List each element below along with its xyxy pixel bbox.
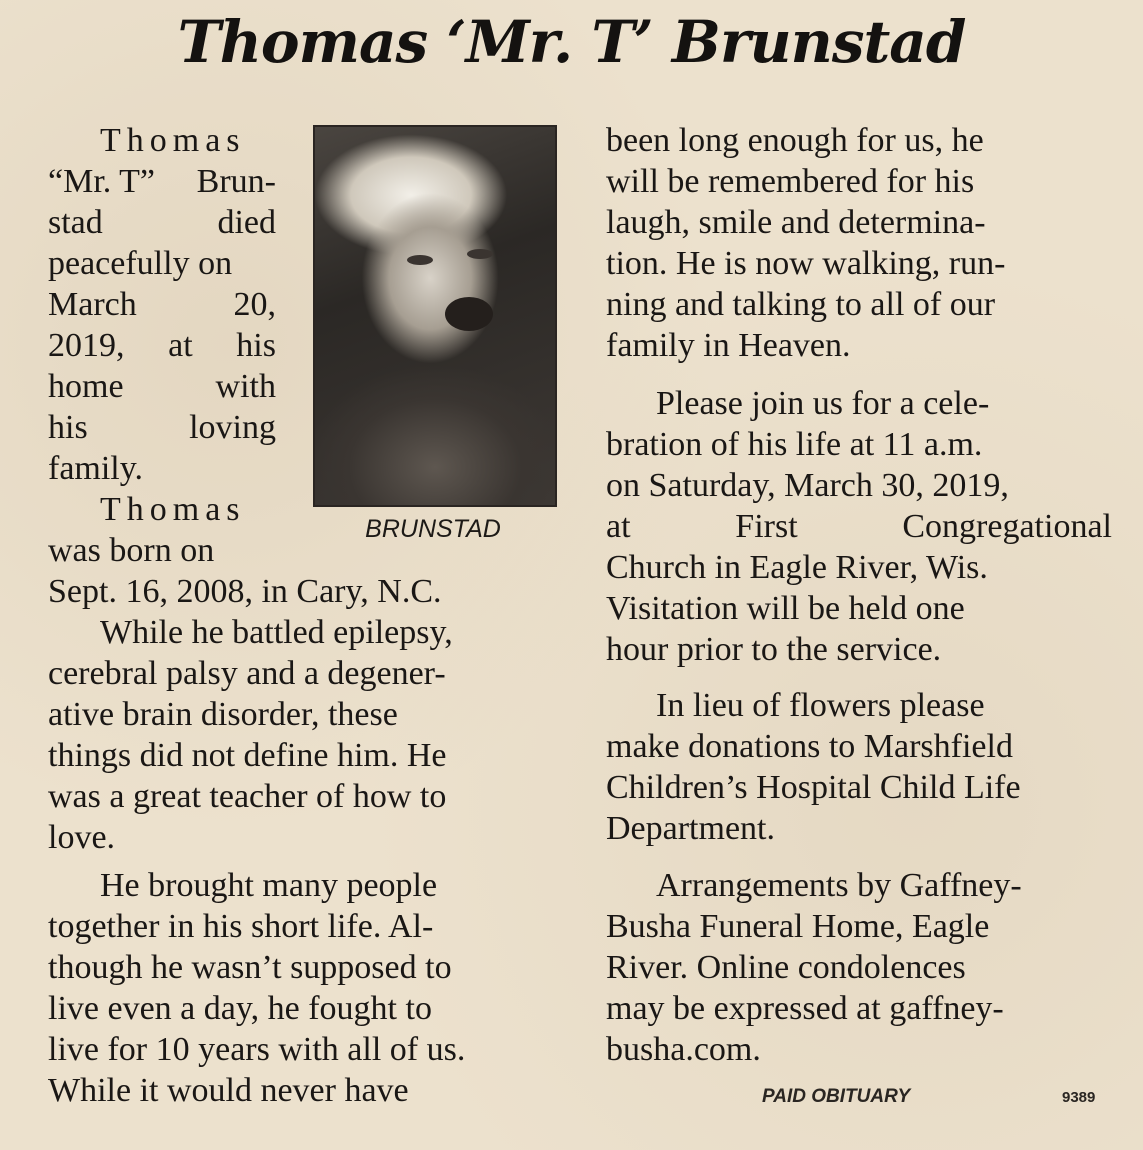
paid-obituary-label: PAID OBITUARY xyxy=(762,1086,911,1107)
text-line: River. Online condolences xyxy=(606,949,966,986)
text-line: family. xyxy=(48,450,144,487)
text-line: laugh, smile and determina- xyxy=(606,204,986,241)
text-line: tion. He is now walking, run- xyxy=(606,245,1006,282)
text-line: Thomas xyxy=(100,491,246,528)
text-line: together in his short life. Al- xyxy=(48,908,434,945)
text-line: While it would never have xyxy=(48,1072,409,1109)
text-line: While he battled epilepsy, xyxy=(100,614,453,651)
text-line: Thomas xyxy=(100,122,246,159)
photo-mouth xyxy=(445,297,493,331)
text-line: on Saturday, March 30, 2019, xyxy=(606,467,1009,504)
text-line: family in Heaven. xyxy=(606,327,851,364)
text-line: Arrangements by Gaffney- xyxy=(656,867,1022,904)
text-line: his loving xyxy=(48,409,276,446)
text-line: may be expressed at gaffney- xyxy=(606,990,1004,1027)
text-line: at First Congregational xyxy=(606,508,1112,545)
text-line: was born on xyxy=(48,532,215,569)
text-line: home with xyxy=(48,368,276,405)
text-line: 2019, at his xyxy=(48,327,276,364)
obituary-headline: Thomas ‘Mr. T’ Brunstad xyxy=(177,8,966,76)
text-line: love. xyxy=(48,819,116,856)
text-line: cerebral palsy and a degener- xyxy=(48,655,446,692)
ad-code: 9389 xyxy=(1062,1089,1096,1106)
text-line: “Mr. T” Brun- xyxy=(48,163,276,200)
text-line: Church in Eagle River, Wis. xyxy=(606,549,988,586)
text-line: stad died xyxy=(48,204,276,241)
text-line: bration of his life at 11 a.m. xyxy=(606,426,983,463)
text-line: will be remembered for his xyxy=(606,163,975,200)
text-line: Busha Funeral Home, Eagle xyxy=(606,908,990,945)
text-line: March 20, xyxy=(48,286,276,323)
text-line: peacefully on xyxy=(48,245,233,282)
photo-caption: BRUNSTAD xyxy=(365,515,501,543)
text-line: live for 10 years with all of us. xyxy=(48,1031,466,1068)
text-line: Visitation will be held one xyxy=(606,590,965,627)
text-line: ning and talking to all of our xyxy=(606,286,996,323)
text-line: In lieu of flowers please xyxy=(656,687,985,724)
photo-eye-right xyxy=(467,249,493,259)
text-line: Children’s Hospital Child Life xyxy=(606,769,1021,806)
text-line: ative brain disorder, these xyxy=(48,696,398,733)
text-line: though he wasn’t supposed to xyxy=(48,949,452,986)
photo-eye-left xyxy=(407,255,433,265)
text-line: hour prior to the service. xyxy=(606,631,942,668)
portrait-photo xyxy=(313,125,557,507)
text-line: been long enough for us, he xyxy=(606,122,984,159)
text-line: busha.com. xyxy=(606,1031,761,1068)
text-line: Department. xyxy=(606,810,775,847)
text-line: Please join us for a cele- xyxy=(656,385,990,422)
text-line: make donations to Marshfield xyxy=(606,728,1013,765)
text-line: Sept. 16, 2008, in Cary, N.C. xyxy=(48,573,442,610)
text-line: He brought many people xyxy=(100,867,438,904)
text-line: was a great teacher of how to xyxy=(48,778,447,815)
text-line: things did not define him. He xyxy=(48,737,447,774)
text-line: live even a day, he fought to xyxy=(48,990,432,1027)
